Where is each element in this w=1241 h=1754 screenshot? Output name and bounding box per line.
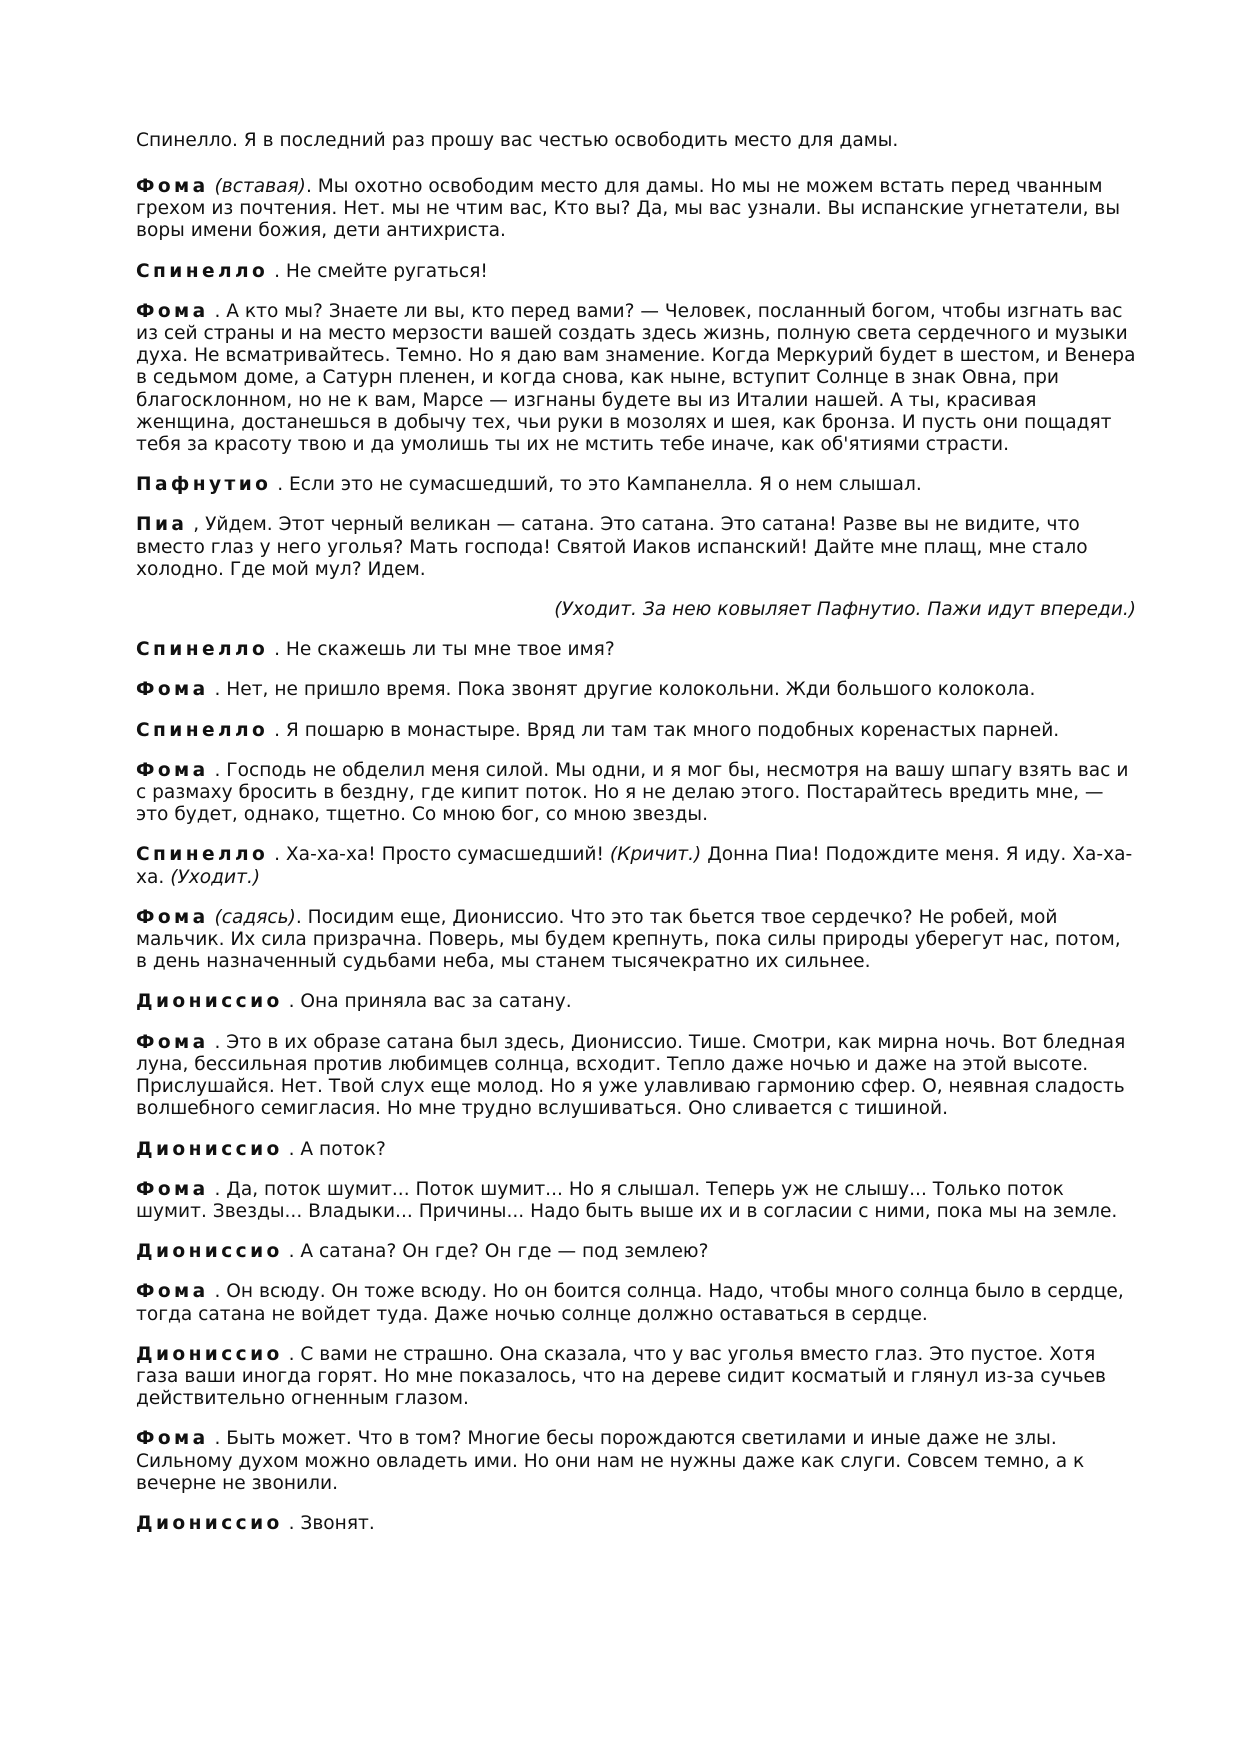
speaker-name: Фома: [136, 1428, 209, 1450]
dialogue-paragraph: [136, 1428, 1136, 1495]
dialogue-paragraph: [136, 720, 1136, 742]
dialogue-paragraph: [136, 1241, 1136, 1263]
speech-text: . Если это не сумасшедший, то это Кампанелла. Я о нем слышал.: [271, 474, 922, 496]
dialogue-paragraph: [136, 176, 1136, 243]
speaker-name: Фома: [136, 759, 209, 781]
speech-text: . Господь не обделил меня силой. Мы одни, и я мог бы, несмотря на вашу шпагу взять вас и с размаху бросить в бездну, где кипит поток. Но я не делаю этого. Постарайтесь вредить мне, — это будет, однако, тщетно. Со мною бог, со мною звезды.: [136, 759, 1129, 826]
speech-text: . Он всюду. Он тоже всюду. Но он боится солнца. Надо, чтобы много солнца было в сердце, тогда сатана не войдет туда. Даже ночью солнце должно оставаться в сердце.: [136, 1281, 1124, 1325]
speaker-name: Диониссио: [136, 1343, 283, 1365]
speech-text: . Нет, не пришло время. Пока звонят другие колокольни. Жди большого колокола.: [208, 679, 1036, 701]
dialogue-paragraph: [136, 1032, 1136, 1121]
stage-direction: (Уходит. За нею ковыляет Пафнутио. Пажи идут впереди.): [554, 599, 1136, 621]
cut-off-top-line-text: Спинелло. Я в последний раз прошу вас честью освободить место для дамы.: [136, 130, 899, 151]
cut-off-top-line: [136, 130, 1136, 159]
speaker-name: Спинелло: [136, 719, 269, 741]
speaker-name: Фома: [136, 1031, 209, 1053]
speaker-name: Диониссио: [136, 991, 283, 1013]
speech-text: . Да, поток шумит... Поток шумит... Но я слышал. Теперь уж не слышу... Только поток шумит. Звезды... Владыки... Причины... Надо быть выше их и в согласии с ними, пока мы на земле.: [136, 1178, 1118, 1222]
dialogue-paragraph: [136, 1281, 1136, 1325]
speaker-name: Спинелло: [136, 639, 269, 661]
dialogue-paragraph: [136, 760, 1136, 827]
speech-text: . С вами не страшно. Она сказала, что у вас уголья вместо глаз. Это пустое. Хотя газа ваши иногда горят. Но мне показалось, что на дереве сидит косматый и глянул из-за сучьев действительно огненным глазом.: [136, 1343, 1106, 1410]
dialogue-paragraph: [136, 301, 1136, 456]
speech-text: . Это в их образе сатана был здесь, Диониссио. Тише. Смотри, как мирна ночь. Вот бледная луна, бессильная против любимцев солнца, всходит. Тепло даже ночью и даже на этой высоте. Прислушайся. Нет. Твой слух еще молод. Но я уже улавливаю гармонию сфер. О, неявная сладость волшебного семигласия. Но мне трудно вслушиваться. Оно сливается с тишиной.: [136, 1031, 1126, 1120]
dialogue-paragraph: [136, 844, 1136, 888]
speaker-name: Фома: [136, 679, 209, 701]
speech-text: . Она приняла вас за сатану.: [282, 991, 572, 1013]
speaker-name: Пафнутио: [136, 474, 272, 496]
play-text: [136, 176, 1136, 1553]
speech-text: . Не смейте ругаться!: [268, 260, 488, 282]
speech-text: . Я пошарю в монастыре. Вряд ли там так много подобных коренастых парней.: [268, 719, 1060, 741]
dialogue-paragraph: [136, 261, 1136, 283]
speech-text: . Быть может. Что в том? Многие бесы порождаются светилами и иные даже не злы. Сильному духом можно овладеть ими. Но они нам не нужны даже как слуги. Совсем темно, а к вечерне не звонили.: [136, 1428, 1085, 1494]
dialogue-paragraph: [136, 1179, 1136, 1223]
speech-text: . А сатана? Он где? Он где — под землею?: [282, 1241, 709, 1263]
speaker-name: Фома: [136, 1178, 209, 1200]
speech-text: . Ха-ха-ха! Просто сумасшедший! (Кричит.) Донна Пиа! Подождите меня. Я иду. Ха-ха-ха. (Уходит.): [136, 844, 1133, 888]
speaker-name: Фома: [136, 300, 209, 322]
speaker-name: Спинелло: [136, 844, 269, 866]
speaker-name: Фома: [136, 1281, 209, 1303]
speech-text: . Звонят.: [282, 1512, 375, 1534]
speech-text: . А кто мы? Знаете ли вы, кто перед вами? — Человек, посланный богом, чтобы изгнать вас из сей страны и на место мерзости вашей создать здесь жизнь, полную света сердечного и музыки духа. Не всматривайтесь. Темно. Но я даю вам знамение. Когда Меркурий будет в шестом, и Венера в седьмом доме, а Сатурн пленен, и когда снова, как ныне, вступит Солнце в знак Овна, при благосклонном, но не к вам, Марсе — изгнаны будете вы из Италии нашей. А ты, красивая женщина, достанешься в добычу тех, чьи руки в мозолях и шея, как бронза. И пусть они пощадят тебя за красоту твою и да умолишь ты их не мстить тебе иначе, как об'ятиями страсти.: [136, 300, 1136, 456]
speaker-name: Фома: [136, 176, 209, 197]
speaker-name: Спинелло: [136, 260, 269, 282]
dialogue-paragraph: [136, 907, 1136, 974]
speech-text: , Уйдем. Этот черный великан — сатана. Это сатана. Это сатана! Разве вы не видите, что вместо глаз у него уголья? Мать господа! Святой Иаков испанский! Дайте мне плащ, мне стало холодно. Где мой мул? Идем.: [136, 514, 1088, 580]
speaker-name: Пиа: [136, 514, 188, 536]
dialogue-paragraph: [136, 1139, 1136, 1161]
speech-text: . Не скажешь ли ты мне твое имя?: [268, 639, 615, 661]
speaker-name: Диониссио: [136, 1512, 283, 1534]
speech-text: . А поток?: [282, 1138, 386, 1160]
speaker-name: Фома: [136, 906, 209, 928]
dialogue-paragraph: [136, 514, 1136, 581]
dialogue-paragraph: [136, 1344, 1136, 1411]
dialogue-paragraph: [136, 991, 1136, 1013]
dialogue-paragraph: [136, 639, 1136, 661]
speaker-name: Диониссио: [136, 1138, 283, 1160]
dialogue-paragraph: [136, 474, 1136, 496]
speech-text: (садясь). Посидим еще, Диониссио. Что это так бьется твое сердечко? Не робей, мой мальчик. Их сила призрачна. Поверь, мы будем крепнуть, пока силы природы уберегут нас, потом, в день назначенный судьбами неба, мы станем тысячекратно их сильнее.: [136, 906, 1121, 973]
speaker-name: Диониссио: [136, 1241, 283, 1263]
dialogue-paragraph: [136, 679, 1136, 701]
speech-text: (вставая). Мы охотно освободим место для дамы. Но мы не можем встать перед чванным грехом из почтения. Нет. мы не чтим вас, Кто вы? Да, мы вас узнали. Вы испанские угнетатели, вы воры имени божия, дети антихриста.: [136, 176, 1121, 242]
dialogue-paragraph: [136, 1513, 1136, 1535]
